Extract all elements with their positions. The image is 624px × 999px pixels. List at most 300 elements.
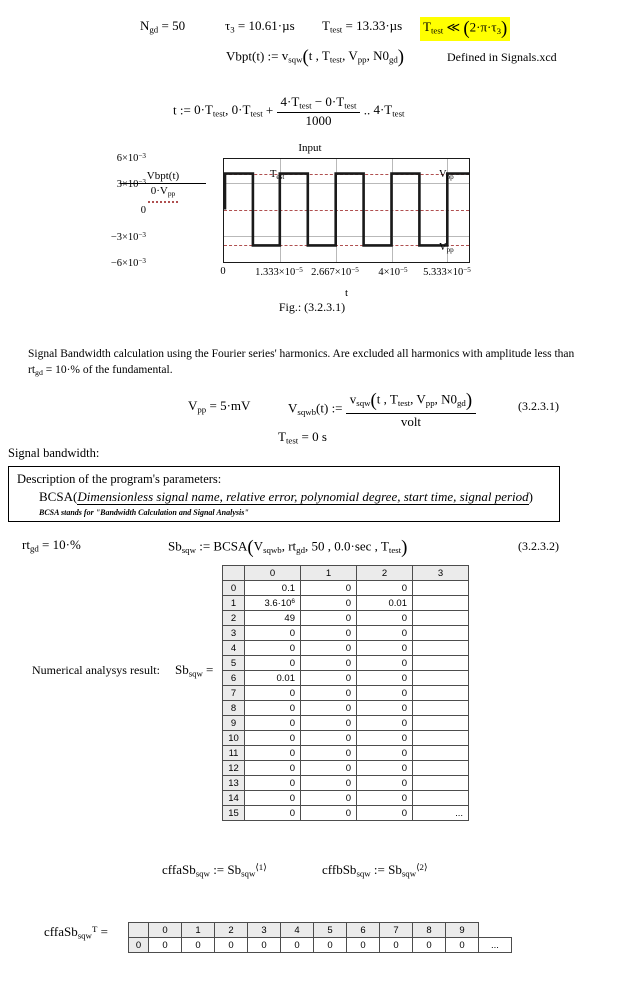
matrix-row-header[interactable]: 0 <box>223 581 245 596</box>
y-tick-3-exp: −3 <box>138 231 146 239</box>
matrix-cell[interactable]: 0 <box>357 611 413 626</box>
matrix-cell[interactable] <box>413 611 469 626</box>
matrix-cell[interactable]: 0 <box>357 641 413 656</box>
vsqwb-arg2-subscript: pp <box>425 397 435 408</box>
matrix-col-header-0[interactable]: 0 <box>245 566 301 581</box>
vector-col-header[interactable]: 5 <box>314 923 347 938</box>
vector-body <box>129 938 512 953</box>
cffa-transpose-label <box>44 924 108 940</box>
table-row <box>223 716 469 731</box>
cffa-rhs-symbol: Sb <box>227 862 242 877</box>
bcsa-function-name: BCSA <box>39 489 73 504</box>
x-tick-label-4 <box>414 266 480 278</box>
vector-cell[interactable]: 0 <box>413 938 446 953</box>
cffa-column-superscript: ⟨1⟩ <box>255 862 267 873</box>
equation-tag-3231: (3.2.3.1) <box>518 399 559 413</box>
condition-rhs-subscript: 3 <box>496 25 501 36</box>
matrix-cell[interactable]: 0 <box>357 686 413 701</box>
matrix-cell[interactable]: 0 <box>357 701 413 716</box>
table-row <box>223 626 469 641</box>
vector-col-header[interactable]: 8 <box>413 923 446 938</box>
annotation-vpp-bottom-subscript: pp <box>446 245 454 254</box>
vpp-symbol: V <box>188 398 198 413</box>
range-end-subscript: test <box>392 108 405 119</box>
cffa-transpose-table[interactable] <box>128 922 512 953</box>
y-tick-label-4 <box>111 257 146 269</box>
bcsa-arg1-subscript: sqwb <box>263 544 282 555</box>
annotation-vpp-bottom-text: V <box>439 242 447 253</box>
matrix-cell[interactable]: 0.01 <box>245 671 301 686</box>
matrix-cell[interactable]: 49 <box>245 611 301 626</box>
x-tick-1-text: 1.333×10 <box>255 267 296 279</box>
vector-row-header[interactable]: 0 <box>129 938 149 953</box>
range-second-expr: 0·T <box>231 102 251 118</box>
x-tick-1-exp: −5 <box>295 266 303 274</box>
vbpt-definition <box>226 47 404 69</box>
matrix-cell[interactable]: 0 <box>301 671 357 686</box>
annotation-vpp-bottom <box>439 242 454 254</box>
vector-cell[interactable]: 0 <box>347 938 380 953</box>
bcsa-close-paren: ) <box>528 489 533 504</box>
vsqw-arg2-subscript: pp <box>357 54 367 65</box>
cffb-symbol: cffbSb <box>322 862 357 877</box>
matrix-cell[interactable]: 0 <box>245 791 301 806</box>
matrix-cell[interactable]: 0 <box>301 776 357 791</box>
range-num-a: 4·T <box>280 94 300 109</box>
legend-num-text: Vbpt(t) <box>146 170 180 182</box>
matrix-cell[interactable]: 0 <box>301 731 357 746</box>
sbsqw-definition <box>168 537 407 559</box>
input-signal-plot[interactable] <box>110 142 500 302</box>
table-row <box>223 686 469 701</box>
matrix-cell[interactable]: 0 <box>301 611 357 626</box>
cffa-definition <box>162 862 267 878</box>
matrix-cell[interactable]: 0 <box>245 641 301 656</box>
matrix-cell[interactable]: ... <box>413 806 469 821</box>
matrix-row-header[interactable]: 11 <box>223 746 245 761</box>
table-row <box>223 656 469 671</box>
legend-den-text: 0·V <box>150 185 168 197</box>
range-end <box>373 102 404 117</box>
range-start-subscript: test <box>212 108 226 119</box>
matrix-cell[interactable]: $3.6\cdot 10^6$ <box>245 596 301 611</box>
range-end-expr: 4·T <box>373 102 393 118</box>
matrix-label-prefix: Numerical analysys result: <box>32 663 160 677</box>
matrix-cell[interactable]: 0.01 <box>357 596 413 611</box>
vsqwb-arg2: , V <box>410 391 426 407</box>
vsqwb-argument: (t) <box>316 400 329 416</box>
table-row <box>223 776 469 791</box>
matrix-row-header[interactable]: 12 <box>223 761 245 776</box>
matrix-cell[interactable]: 0 <box>245 701 301 716</box>
matrix-cell[interactable]: 0 <box>357 806 413 821</box>
matrix-cell[interactable]: 0 <box>357 671 413 686</box>
table-row <box>223 731 469 746</box>
ttest-result-symbol: T <box>278 429 286 444</box>
matrix-symbol-subscript: sqw <box>188 668 203 679</box>
legend-den-subscript: pp <box>167 189 176 199</box>
vector-header-row <box>129 923 512 938</box>
matrix-row-header[interactable]: 8 <box>223 701 245 716</box>
matrix-cell[interactable]: 0 <box>245 626 301 641</box>
table-row <box>223 641 469 656</box>
matrix-cell[interactable]: 0.1 <box>245 581 301 596</box>
bcsa-arg2: , rt <box>281 538 297 554</box>
vector-col-header[interactable]: 7 <box>380 923 413 938</box>
matrix-row-header[interactable]: 9 <box>223 716 245 731</box>
x-tick-4-text: 5.333×10 <box>423 267 464 279</box>
matrix-cell[interactable]: 0 <box>301 641 357 656</box>
range-start <box>194 102 225 117</box>
vector-cell[interactable]: 0 <box>281 938 314 953</box>
annotation-vpp-top-subscript: pp <box>446 172 454 181</box>
matrix-row-header[interactable]: 5 <box>223 656 245 671</box>
bcsa-open-paren: ( <box>72 489 78 504</box>
matrix-cell[interactable]: 0 <box>301 581 357 596</box>
matrix-cell[interactable] <box>413 791 469 806</box>
vsqw-close-paren: ) <box>397 47 405 68</box>
tau-value: 10.61·µs <box>248 18 295 33</box>
matrix-cell[interactable]: 0 <box>357 746 413 761</box>
matrix-cell[interactable] <box>413 626 469 641</box>
vsqwb-subscript: sqwb <box>297 406 317 417</box>
cffa-symbol: cffaSb <box>162 862 196 877</box>
x-axis-label: t <box>344 287 349 299</box>
x-tick-2-text: 2.667×10 <box>311 267 352 279</box>
matrix-row-header[interactable]: 15 <box>223 806 245 821</box>
close-paren: ) <box>500 18 508 39</box>
cffb-column-superscript: ⟨2⟩ <box>416 862 428 873</box>
matrix-col-header-3[interactable]: 3 <box>413 566 469 581</box>
vpp-subscript: pp <box>197 404 207 415</box>
rtgd-display-equals: = <box>42 537 50 552</box>
vsqw-name: v <box>281 48 289 64</box>
tau-glyph: τ <box>225 18 231 33</box>
bcsa-call-open-paren: ( <box>247 537 254 558</box>
matrix-cell[interactable]: 0 <box>245 776 301 791</box>
matrix-cell[interactable]: 0 <box>301 761 357 776</box>
bcsa-arg2-subscript: gd <box>296 544 305 555</box>
y-tick-0-text: 6×10 <box>116 153 139 165</box>
tau3-symbol <box>225 18 235 33</box>
vector-value-row <box>129 938 512 953</box>
matrix-col-header-2[interactable]: 2 <box>357 566 413 581</box>
annotation-ttest-subscript: est <box>276 172 285 181</box>
table-row <box>223 806 469 821</box>
matrix-cell[interactable]: 0 <box>245 806 301 821</box>
vsqwb-arg1: t , T <box>376 391 398 407</box>
bcsa-arg3: , 50 , 0.0·sec , T <box>304 538 389 554</box>
cffb-assign-operator: := <box>373 862 385 877</box>
y-tick-0-exp: −3 <box>138 152 146 160</box>
matrix-cell[interactable] <box>413 596 469 611</box>
cffb-rhs-subscript: sqw <box>401 868 417 879</box>
matrix-cell[interactable] <box>413 641 469 656</box>
range-var: t <box>173 102 177 118</box>
vector-cell[interactable]: 0 <box>182 938 215 953</box>
matrix-cell[interactable]: 0 <box>301 701 357 716</box>
matrix-cell[interactable] <box>413 686 469 701</box>
y-tick-1-exp: −3 <box>138 178 146 186</box>
matrix-symbol-text: Sb <box>174 662 189 677</box>
square-wave-trace <box>224 159 470 263</box>
range-step-fraction <box>277 94 361 129</box>
matrix-row-header[interactable]: 3 <box>223 626 245 641</box>
y-tick-2-text: 0 <box>140 205 146 216</box>
matrix-cell[interactable]: 0 <box>301 791 357 806</box>
matrix-cell[interactable] <box>413 761 469 776</box>
x-tick-label-2 <box>302 266 368 278</box>
rtgd-display-value: 10·% <box>52 537 81 552</box>
matrix-cell[interactable] <box>413 701 469 716</box>
cffa-assign-operator: := <box>213 862 225 877</box>
matrix-body <box>223 581 469 821</box>
sbsqw-subscript: sqw <box>181 544 196 555</box>
matrix-cell[interactable] <box>413 776 469 791</box>
matrix-row-header[interactable]: 13 <box>223 776 245 791</box>
bandwidth-description <box>28 346 596 364</box>
cffa-subscript: sqw <box>195 868 210 879</box>
vector-cell[interactable]: 0 <box>215 938 248 953</box>
cffb-subscript: sqw <box>356 868 371 879</box>
vsqwb-num-fn-subscript: sqw <box>356 397 371 408</box>
figure-caption: Fig.: (3.2.3.1) <box>278 300 346 314</box>
matrix-cell[interactable]: 0 <box>357 761 413 776</box>
rtgd-subscript: gd <box>35 368 43 378</box>
range-second-subscript: test <box>250 108 263 119</box>
y-tick-4-text: −6×10 <box>110 258 139 270</box>
matrix-header <box>223 566 469 581</box>
range-step-denominator: 1000 <box>305 112 332 128</box>
y-tick-4-exp: −3 <box>138 257 146 265</box>
vector-header <box>129 923 512 938</box>
cffb-rhs-symbol: Sb <box>388 862 402 877</box>
vsqw-call <box>281 47 405 68</box>
bcsa-arg1: V <box>253 538 264 554</box>
desc-box-title: Description of the program's parameters: <box>17 472 222 486</box>
legend-trace-swatch <box>148 201 178 203</box>
matrix-cell[interactable]: 0 <box>357 656 413 671</box>
program-parameters-box <box>8 466 560 522</box>
x-tick-3-exp: −5 <box>400 266 408 274</box>
table-row <box>223 596 469 611</box>
matrix-cell[interactable]: 0 <box>301 746 357 761</box>
vector-cell[interactable]: 0 <box>446 938 479 953</box>
rtgd-display-subscript: gd <box>29 543 39 554</box>
matrix-cell[interactable] <box>413 746 469 761</box>
table-row <box>223 761 469 776</box>
vsqw-arg1-subscript: test <box>329 54 343 65</box>
matrix-cell[interactable]: 0 <box>245 656 301 671</box>
matrix-cell[interactable]: 0 <box>245 716 301 731</box>
matrix-result-label <box>32 662 213 678</box>
vsqw-arg1: t , T <box>308 48 330 64</box>
vector-cell[interactable]: 0 <box>314 938 347 953</box>
matrix-cell[interactable]: 0 <box>301 686 357 701</box>
x-tick-3-text: 4×10 <box>378 267 401 279</box>
matrix-cell[interactable]: 0 <box>301 596 357 611</box>
x-tick-4-exp: −5 <box>463 266 471 274</box>
ttest-assignment <box>322 18 402 34</box>
vpp-value-display <box>188 398 250 414</box>
plot-title: Input <box>298 142 322 154</box>
matrix-row-header[interactable]: 4 <box>223 641 245 656</box>
equation-tag-3232: (3.2.3.2) <box>518 539 559 553</box>
rtgd-display-symbol: rt <box>22 537 30 552</box>
vector-col-header[interactable]: 2 <box>215 923 248 938</box>
matrix-cell[interactable] <box>413 581 469 596</box>
vector-col-header[interactable]: 1 <box>182 923 215 938</box>
matrix-row-header[interactable]: 2 <box>223 611 245 626</box>
matrix-label-symbol <box>175 662 203 677</box>
range-plus-operator: + <box>265 102 274 118</box>
vbpt-note: Defined in Signals.xcd <box>447 50 557 64</box>
table-row <box>223 611 469 626</box>
range-ellipsis: .. <box>363 102 371 118</box>
tau3-assignment <box>225 18 295 34</box>
vector-col-header[interactable]: 3 <box>248 923 281 938</box>
ngd-equals: = <box>161 18 169 33</box>
x-tick-0-text: 0 <box>220 266 226 277</box>
matrix-cell[interactable]: 0 <box>301 716 357 731</box>
range-num-b-subscript: test <box>344 100 357 111</box>
vsqw-subscript: sqw <box>288 54 303 65</box>
matrix-row-header[interactable]: 6 <box>223 671 245 686</box>
cffa-transpose-symbol: cffaSb <box>44 924 78 939</box>
y-tick-label-2 <box>141 205 146 216</box>
matrix-cell[interactable] <box>413 671 469 686</box>
matrix-cell[interactable]: 0 <box>245 746 301 761</box>
vsqwb-close-paren: ) <box>465 390 473 411</box>
vsqwb-arg3-subscript: gd <box>457 397 466 408</box>
vector-col-header[interactable]: 4 <box>281 923 314 938</box>
matrix-row-header[interactable]: 7 <box>223 686 245 701</box>
matrix-label-equals: = <box>205 662 214 677</box>
matrix-col-header-1[interactable]: 1 <box>301 566 357 581</box>
matrix-cell[interactable]: 0 <box>245 686 301 701</box>
sbsqw-matrix-table[interactable] <box>222 565 469 821</box>
table-row <box>223 581 469 596</box>
matrix-cell[interactable]: 0 <box>301 626 357 641</box>
range-step-numerator <box>277 94 361 113</box>
ngd-assignment <box>140 18 185 34</box>
matrix-cell[interactable] <box>413 716 469 731</box>
annotation-ttest-text: T <box>270 169 277 180</box>
vsqw-arg3-subscript: gd <box>388 54 398 65</box>
matrix-cell[interactable]: 0 <box>301 656 357 671</box>
x-tick-label-0 <box>210 266 236 277</box>
range-start-expr: 0·T <box>194 102 213 118</box>
vector-cell[interactable]: 0 <box>380 938 413 953</box>
vbpt-lhs: Vbpt(t) <box>226 48 265 64</box>
matrix-cell[interactable]: 0 <box>245 761 301 776</box>
condition-lhs-subscript: test <box>430 25 444 36</box>
matrix-cell[interactable] <box>413 656 469 671</box>
vector-cell[interactable]: ... <box>479 938 512 953</box>
vector-cell[interactable]: 0 <box>248 938 281 953</box>
matrix-cell[interactable]: 0 <box>357 716 413 731</box>
matrix-row-header[interactable]: 1 <box>223 596 245 611</box>
vsqw-open-paren: ( <box>302 47 309 68</box>
matrix-header-row <box>223 566 469 581</box>
range-variable-definition <box>173 94 405 129</box>
y-tick-label-0 <box>117 152 146 164</box>
range-num-a-subscript: test <box>299 100 312 111</box>
condition-rhs: 2·π·τ <box>469 19 497 35</box>
cffa-transpose-equals: = <box>100 924 108 939</box>
vpp-equals: = <box>209 398 217 413</box>
matrix-row-header[interactable]: 14 <box>223 791 245 806</box>
condition-lhs <box>423 19 443 34</box>
ttest-equals: = <box>345 18 353 33</box>
matrix-cell[interactable] <box>413 731 469 746</box>
table-row <box>223 746 469 761</box>
vector-col-header[interactable]: 0 <box>149 923 182 938</box>
vector-col-header[interactable]: 6 <box>347 923 380 938</box>
bcsa-arg3-subscript: test <box>388 544 402 555</box>
bcsa-call-name: BCSA <box>213 538 248 554</box>
range-assign-operator: := <box>179 102 191 118</box>
matrix-cell[interactable]: 0 <box>357 731 413 746</box>
vsqwb-open-paren: ( <box>370 390 377 411</box>
ngd-value: 50 <box>172 18 186 33</box>
vpp-value: 5·mV <box>220 398 251 413</box>
matrix-cell[interactable]: 0 <box>301 806 357 821</box>
ttest-result-equals: = <box>301 429 309 444</box>
x-tick-label-3 <box>368 266 418 278</box>
y-tick-label-3 <box>111 231 146 243</box>
range-num-b: 0·T <box>325 94 345 109</box>
ttest-value: 13.33·µs <box>356 18 403 33</box>
desc-box-signature <box>17 489 551 505</box>
ngd-symbol: $N_{gd}$ <box>140 18 159 35</box>
table-row <box>223 671 469 686</box>
vsqwb-fraction <box>346 389 476 430</box>
matrix-cell[interactable]: 0 <box>357 581 413 596</box>
ngd-subscript: gd <box>149 24 159 35</box>
table-row <box>223 791 469 806</box>
matrix-cell[interactable]: 0 <box>357 776 413 791</box>
cffa-transpose-subscript: sqw <box>77 930 92 941</box>
vsqwb-assign-operator: := <box>331 400 343 416</box>
matrix-cell[interactable]: 0 <box>245 731 301 746</box>
ttest-result-display <box>278 429 327 445</box>
bcsa-parameters: Dimensionless signal name, relative error, polynomial degree, start time, signal period <box>77 489 529 504</box>
vector-col-header[interactable]: 9 <box>446 923 479 938</box>
annotation-ttest <box>270 169 284 181</box>
vector-cell[interactable]: 0 <box>149 938 182 953</box>
vsqwb-arg3: , N0 <box>434 391 457 407</box>
matrix-corner-cell <box>223 566 245 581</box>
y-tick-1-text: 3×10 <box>116 179 139 191</box>
vsqw-arg2: , V <box>342 48 358 64</box>
cffa-rhs-subscript: sqw <box>241 868 256 879</box>
rtgd-symbol: rt <box>28 364 36 376</box>
rtgd-value-display <box>22 537 81 553</box>
ttest-symbol: $T_{test}$ <box>322 18 343 35</box>
sbsqw-symbol: Sb <box>168 538 182 554</box>
vsqwb-symbol: V <box>288 400 298 416</box>
matrix-cell[interactable]: 0 <box>357 626 413 641</box>
signal-bandwidth-label: Signal bandwidth: <box>8 446 100 460</box>
matrix-row-header[interactable]: 10 <box>223 731 245 746</box>
range-second <box>232 102 263 117</box>
vsqwb-numerator <box>346 389 476 414</box>
vector-corner-cell <box>129 923 149 938</box>
y-tick-label-1 <box>117 178 146 190</box>
range-minus-operator: − <box>314 94 323 109</box>
matrix-cell[interactable]: 0 <box>357 791 413 806</box>
